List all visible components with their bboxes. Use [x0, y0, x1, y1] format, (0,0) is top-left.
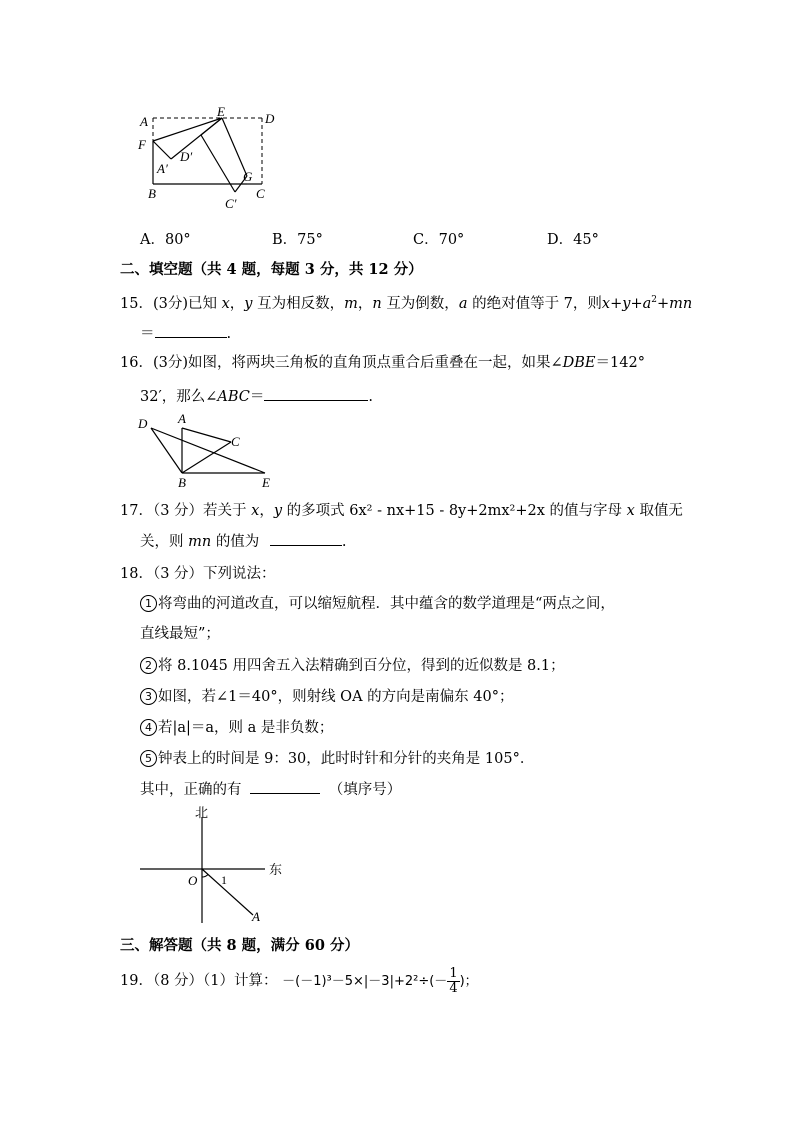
q19-expression-end: )；: [459, 974, 478, 989]
q16-angle-abc: ABC: [217, 389, 250, 405]
question-19: [120, 966, 478, 997]
q18-item-2: [140, 654, 565, 675]
q14-option-c: [413, 228, 464, 249]
circled-number: 4: [140, 719, 157, 736]
label-E: E: [262, 475, 270, 490]
q19-number: 19．: [120, 973, 153, 989]
q16-text: 如图，将两块三角板的直角顶点重合后重叠在一起，如果∠: [188, 355, 563, 371]
question-16-line2: [140, 385, 373, 406]
q18-item-text: 将弯曲的河道改直，可以缩短航程．其中蕴含的数学道理是“两点之间，: [158, 596, 615, 612]
label-C: C: [231, 434, 240, 449]
q17-score: （3 分）: [152, 503, 204, 519]
q18-footer-text: 其中，正确的有: [140, 782, 242, 798]
label-east: 东: [269, 863, 283, 878]
q15-var-x: x: [221, 296, 230, 312]
label-A-prime: A′: [157, 161, 168, 176]
q15-text: 互为相反数，: [257, 296, 345, 312]
question-15: [120, 292, 692, 313]
q16-angle-dbe: DBE: [562, 355, 596, 371]
label-B: B: [148, 186, 156, 201]
circled-number: 1: [140, 595, 157, 612]
q15-expr-tail: +mn: [656, 296, 693, 312]
option-text: 80°: [164, 232, 191, 248]
section-2-heading: 二、填空题（共 4 题，每题 3 分，共 12 分）: [120, 261, 423, 278]
q17-var-y: y: [273, 503, 283, 519]
figure-overlapping-triangles: [135, 410, 275, 492]
question-18-header: 18．（3 分）下列说法：: [120, 566, 276, 582]
circled-number: 5: [140, 750, 157, 767]
option-text: 75°: [297, 232, 323, 248]
q19-part: （1）计算：: [203, 973, 278, 989]
q17-text: 若关于: [203, 503, 247, 519]
label-E: E: [217, 104, 225, 119]
question-16: [120, 351, 645, 372]
q16-text: ＝: [249, 389, 265, 405]
label-F: F: [138, 137, 146, 152]
section-3-heading: 三、解答题（共 8 题，满分 60 分）: [120, 937, 359, 954]
q14-option-d: [547, 228, 599, 249]
label-angle-1: 1: [221, 873, 227, 887]
q16-text: ＝142°: [595, 355, 645, 371]
q15-text: 已知: [188, 296, 217, 312]
label-C-prime: C′: [225, 196, 237, 211]
q17-var-mn: mn: [188, 534, 212, 550]
q15-expr: x+y+a: [601, 296, 652, 312]
q15-sep: ，: [229, 296, 245, 312]
q17-polynomial: 6x² - nx+15 - 8y+2mx²+2x: [349, 503, 545, 519]
question-17: [120, 499, 683, 520]
q17-text: 的值与字母: [549, 503, 623, 519]
q18-footer: [140, 778, 401, 799]
option-text: 45°: [573, 232, 599, 248]
q16-answer-blank[interactable]: [264, 386, 368, 401]
q19-score: （8 分）: [152, 973, 204, 989]
q17-end: .: [341, 534, 347, 550]
option-text: 70°: [438, 232, 465, 248]
q17-text: 取值无: [639, 503, 683, 519]
label-A: A: [140, 114, 148, 129]
q15-var-y: y: [244, 296, 253, 312]
option-letter: C．: [413, 232, 439, 248]
q15-var-n: n: [372, 296, 382, 312]
circled-number: 3: [140, 688, 157, 705]
q16-score: (3分): [152, 355, 188, 371]
q18-item-1: [140, 592, 615, 613]
label-A: A: [178, 411, 186, 426]
figure-compass-direction: [135, 805, 295, 925]
label-G: G: [243, 169, 253, 184]
label-A: A: [252, 909, 260, 924]
q15-eq: ＝: [140, 326, 155, 342]
q16-number: 16．: [120, 355, 153, 371]
q15-sep: ，: [357, 296, 373, 312]
fraction-denominator: 4: [449, 980, 458, 996]
q18-item-text: 将 8.1045 用四舍五入法精确到百分位，得到的近似数是 8.1；: [158, 658, 565, 674]
q18-answer-blank[interactable]: [250, 779, 320, 794]
q17-var-x: x: [251, 503, 260, 519]
q18-item-3: [140, 685, 513, 706]
question-15-line2: [140, 322, 231, 343]
q14-option-a: [140, 228, 191, 249]
q18-item-text: 若|a|＝a，则 a 是非负数；: [158, 720, 334, 736]
figure-folded-rectangle: [135, 104, 285, 216]
q17-text: 关，则: [140, 534, 184, 550]
q18-item-5: [140, 747, 534, 768]
label-D-prime: D′: [180, 149, 193, 164]
q15-var-m: m: [344, 296, 358, 312]
label-B: B: [178, 475, 186, 490]
q17-sep: ，: [259, 503, 274, 519]
q17-answer-blank[interactable]: [270, 531, 342, 546]
q18-item-1-cont: 直线最短”；: [140, 626, 220, 642]
q16-text: 32′，那么∠: [140, 389, 218, 405]
q17-text: 的值为: [215, 534, 260, 550]
question-17-line2: [140, 530, 347, 551]
option-letter: B．: [272, 232, 298, 248]
label-D: D: [138, 416, 148, 431]
label-O: O: [188, 873, 198, 888]
option-letter: A．: [140, 232, 165, 248]
q19-expression: －(－1)³－5×|－3|+2²÷(－: [282, 974, 448, 989]
q17-var-x: x: [626, 503, 635, 519]
q18-item-text: 钟表上的时间是 9：30，此时时针和分针的夹角是 105°．: [158, 751, 535, 767]
label-C: C: [256, 186, 265, 201]
q15-score: (3分): [152, 296, 188, 312]
q16-end: .: [368, 389, 374, 405]
q15-var-a: a: [458, 296, 468, 312]
circled-number: 2: [140, 657, 157, 674]
option-letter: D．: [547, 232, 574, 248]
label-D: D: [265, 111, 275, 126]
q15-number: 15．: [120, 296, 153, 312]
q18-item-4: [140, 716, 333, 737]
q15-end: .: [226, 326, 232, 342]
q14-option-b: [272, 228, 323, 249]
q17-text: 的多项式: [286, 503, 345, 519]
q18-item-text: 如图，若∠1＝40°，则射线 OA 的方向是南偏东 40°；: [158, 689, 514, 705]
q15-answer-blank[interactable]: [155, 323, 227, 338]
q15-text: 互为倒数，: [386, 296, 459, 312]
q15-text: 的绝对值等于 7，则: [472, 296, 602, 312]
q17-number: 17．: [120, 503, 153, 519]
q18-footer-text: （填序号）: [328, 782, 402, 798]
label-north: 北: [195, 806, 209, 821]
fraction-numerator: 1: [449, 965, 458, 981]
q19-fraction: [447, 967, 459, 996]
q15-expr-sup: 2: [651, 295, 657, 306]
